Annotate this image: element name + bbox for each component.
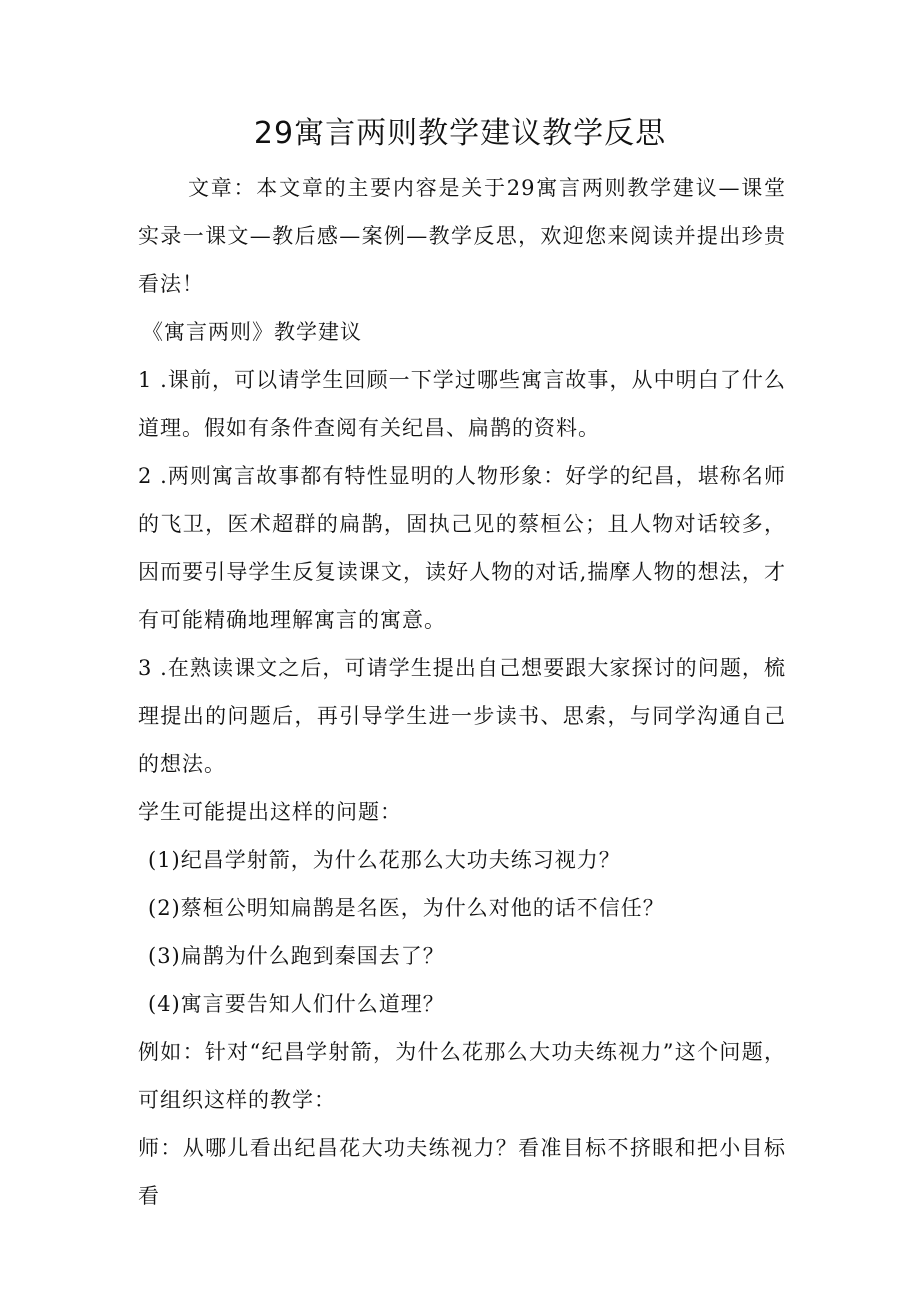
question-4: (4)寓言要告知人们什么道理？ — [148, 992, 445, 1016]
document-title: 29寓言两则教学建议教学反思 — [253, 116, 667, 151]
example-paragraph: 例如：针对“纪昌学射箭，为什么花那么大功夫练视力”这个问题，可组织这样的教学： — [138, 1040, 786, 1112]
section-heading: 《寓言两则》教学建议 — [142, 320, 362, 344]
suggestion-3: 3 .在熟读课文之后，可请学生提出自己想要跟大家探讨的问题，梳理提出的问题后，再引导学生进一步读书、思索，与同学沟通自己的想法。 — [138, 656, 786, 776]
question-1: (1)纪昌学射箭，为什么花那么大功夫练习视力？ — [148, 848, 621, 872]
document-body — [138, 164, 786, 1220]
intro-paragraph: 文章：本文章的主要内容是关于29寓言两则教学建议—课堂实录一课文—教后感—案例—教学反思，欢迎您来阅读并提出珍贵看法！ — [138, 176, 786, 296]
questions-intro: 学生可能提出这样的问题： — [138, 800, 402, 824]
question-3: (3)扁鹊为什么跑到秦国去了？ — [148, 944, 445, 968]
suggestion-2: 2 .两则寓言故事都有特性显明的人物形象：好学的纪昌，堪称名师的飞卫，医术超群的扁鹊，固执己见的蔡桓公；且人物对话较多，因而要引导学生反复读课文，读好人物的对话,揣摩人物的想法，才有可能精确地理解寓言的寓意。 — [138, 464, 786, 632]
question-2: (2)蔡桓公明知扁鹊是名医，为什么对他的话不信任？ — [148, 896, 665, 920]
suggestion-1: 1 .课前，可以请学生回顾一下学过哪些寓言故事，从中明白了什么道理。假如有条件查阅有关纪昌、扁鹊的资料。 — [138, 368, 786, 440]
teacher-line: 师：从哪儿看出纪昌花大功夫练视力？看准目标不挤眼和把小目标看 — [138, 1136, 786, 1208]
